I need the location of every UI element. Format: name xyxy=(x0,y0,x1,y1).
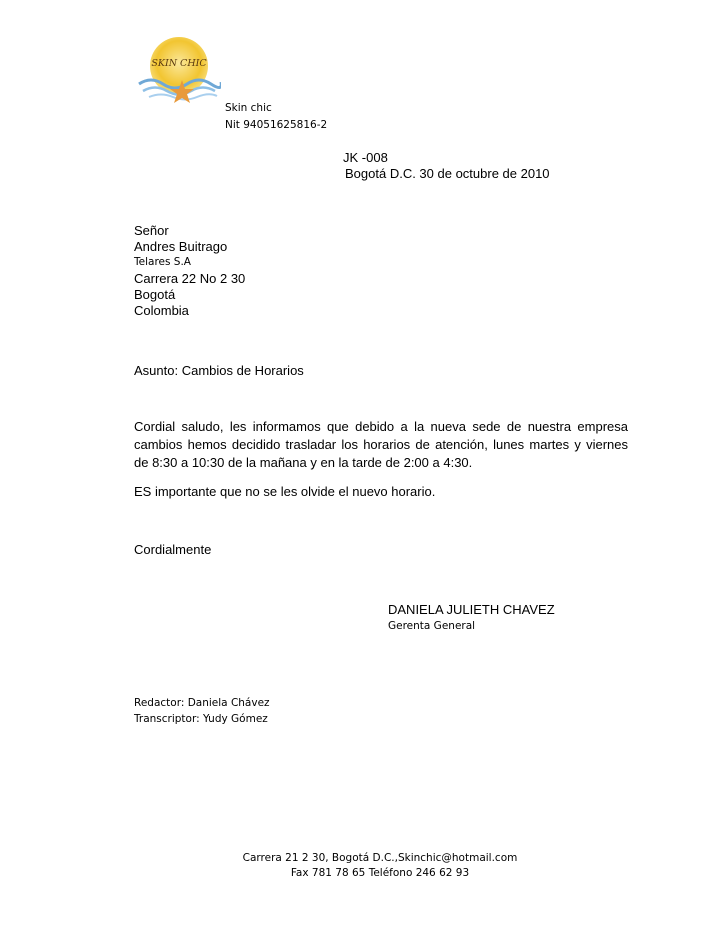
company-name: Skin chic xyxy=(225,102,272,114)
company-logo xyxy=(137,36,221,112)
signature-name: DANIELA JULIETH CHAVEZ xyxy=(388,602,555,617)
recipient-country: Colombia xyxy=(134,303,189,318)
logo-text: SKIN CHIC xyxy=(151,58,207,69)
credit-writer: Redactor: Daniela Chávez xyxy=(134,697,270,709)
closing-text: Cordialmente xyxy=(134,542,212,557)
recipient-salutation: Señor xyxy=(134,223,169,238)
recipient-company: Telares S.A xyxy=(134,256,191,268)
subject-line: Asunto: Cambios de Horarios xyxy=(134,363,304,378)
reference-code: JK -008 xyxy=(343,150,388,165)
company-nit: Nit 94051625816-2 xyxy=(225,119,328,131)
recipient-city: Bogotá xyxy=(134,287,176,302)
footer-phone: Fax 781 78 65 Teléfono 246 62 93 xyxy=(290,867,470,879)
credit-transcriber: Transcriptor: Yudy Gómez xyxy=(134,713,268,725)
signature-title: Gerenta General xyxy=(388,620,476,632)
recipient-name: Andres Buitrago xyxy=(134,239,228,254)
body-paragraph: Cordial saludo, les informamos que debido a la nueva sede de nuestra empresa cambios hemos decidido trasladar los horarios de atención, lunes martes y viernes de 8:30 a 10:30 de la mañana y en la tarde de 2:00 a 4:30. xyxy=(134,419,628,470)
body-paragraph-2: ES importante que no se les olvide el nuevo horario. xyxy=(134,484,436,499)
place-date: Bogotá D.C. 30 de octubre de 2010 xyxy=(345,166,550,181)
recipient-address: Carrera 22 No 2 30 xyxy=(134,271,246,286)
footer-address: Carrera 21 2 30, Bogotá D.C.,Skinchic@hotmail.com xyxy=(242,852,518,864)
